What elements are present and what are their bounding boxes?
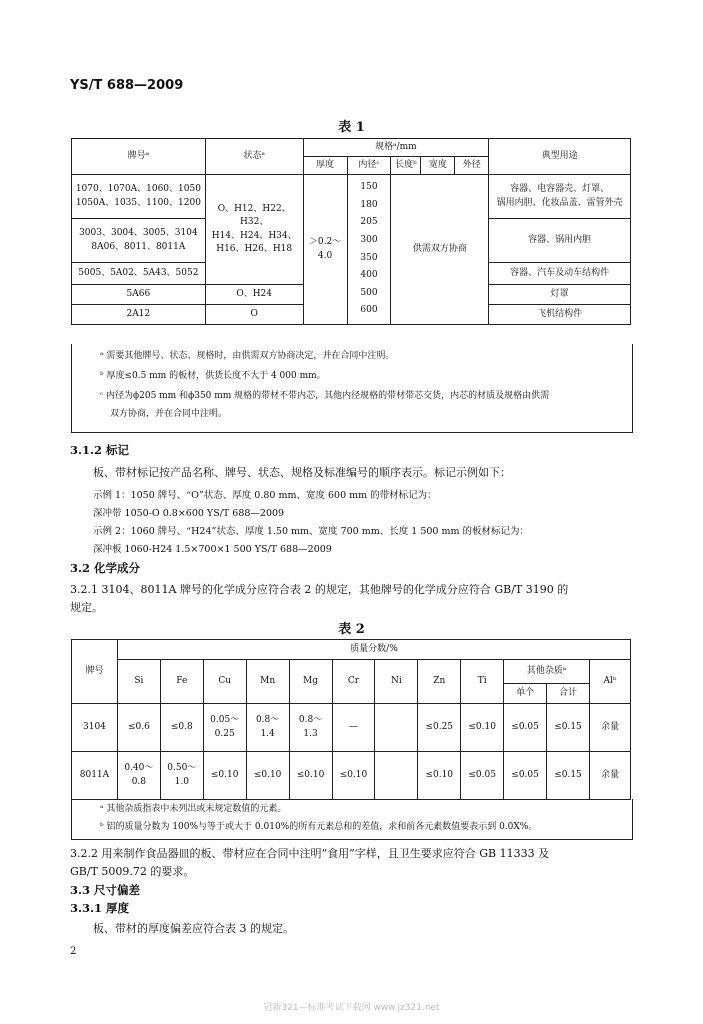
t1-temper-cell: O bbox=[205, 305, 303, 325]
example-1: 示例 1：1050 牌号、“O”状态、厚度 0.80 mm、宽度 600 mm 的带材标记为： bbox=[93, 490, 437, 501]
t2-mass-head: 质量分数/% bbox=[117, 640, 630, 660]
t2-el-head: Cu bbox=[203, 660, 246, 704]
t2-grade-cell: 8011A bbox=[72, 752, 118, 800]
t2-value-cell: ≤0.10 bbox=[289, 752, 332, 800]
t2-value-cell: 0.50～ 1.0 bbox=[160, 752, 203, 800]
t2-value-cell: ≤0.05 bbox=[504, 704, 547, 752]
t2-el-head: Fe bbox=[160, 660, 203, 704]
t2-el-head: Si bbox=[117, 660, 160, 704]
t1-spec-head: 规格ᵃ/mm bbox=[303, 139, 489, 157]
t1-grade-cell: 2A12 bbox=[72, 305, 206, 325]
example-2-mark: 深冲板 1060-H24 1.5×700×1 500 YS/T 688—2009 bbox=[93, 544, 332, 555]
section-3-2-1-paragraph-cont: 规定。 bbox=[70, 601, 103, 614]
watermark-footer: 冠新321—标准考试下载网 www.jz321.net bbox=[263, 1003, 440, 1013]
table1-note-a: ᵃ 需要其他牌号、状态、规格时，由供需双方协商决定，并在合同中注明。 bbox=[100, 351, 395, 361]
section-3-3-title: 3.3 尺寸偏差 bbox=[70, 883, 141, 897]
t2-value-cell: ≤0.6 bbox=[117, 704, 160, 752]
t1-merged-spec-cell: 供需双方协商 bbox=[391, 175, 489, 325]
t1-use-cell: 容器、电容器壳、灯罩、 锅用内胆、化妆品盖、雷管外壳 bbox=[489, 175, 631, 219]
t2-al-head: Alᵇ bbox=[589, 660, 630, 704]
t2-value-cell: 0.8～ 1.4 bbox=[246, 704, 289, 752]
table2-note-b: ᵇ 铝的质量分数为 100%与等于或大于 0.010%的所有元素总和的差值，求和前各元素数值要表示到 0.0X%。 bbox=[100, 822, 538, 832]
section-3-2-title: 3.2 化学成分 bbox=[70, 561, 141, 575]
t1-use-cell: 容器、汽车及动车结构件 bbox=[489, 263, 631, 285]
t2-el-head: Mn bbox=[246, 660, 289, 704]
t2-value-cell: 余量 bbox=[589, 752, 630, 800]
t2-value-cell: ≤0.10 bbox=[246, 752, 289, 800]
table1-note-c-cont: 双方协商，并在合同中注明。 bbox=[110, 409, 228, 419]
t2-value-cell: — bbox=[332, 704, 375, 752]
t2-value-cell: 0.40～ 0.8 bbox=[117, 752, 160, 800]
table2-caption: 表 2 bbox=[338, 622, 365, 637]
section-3-3-1-title: 3.3.1 厚度 bbox=[70, 901, 130, 915]
t1-grade-cell: 5A66 bbox=[72, 285, 206, 305]
t1-grade-head: 牌号ᵃ bbox=[72, 139, 206, 175]
table1 bbox=[71, 138, 631, 325]
t1-thickness-head: 厚度 bbox=[303, 157, 347, 175]
section-3-1-2-paragraph: 板、带材标记按产品名称、牌号、状态、规格及标准编号的顺序表示。标记示例如下： bbox=[93, 466, 511, 479]
t2-other-head: 其他杂质ᵃ bbox=[504, 660, 590, 684]
table2 bbox=[71, 639, 631, 800]
t2-value-cell: ≤0.25 bbox=[418, 704, 461, 752]
t2-value-cell bbox=[375, 752, 418, 800]
t2-value-cell: ≤0.05 bbox=[461, 752, 504, 800]
t2-value-cell: 0.8～ 1.3 bbox=[289, 704, 332, 752]
example-2: 示例 2：1060 牌号、“H24”状态、厚度 1.50 mm、宽度 700 mm、长度 1 500 mm 的板材标记为： bbox=[93, 526, 530, 537]
t2-value-cell: ≤0.15 bbox=[547, 704, 590, 752]
t1-inner-dia-cell: 150 180 205 300 350 400 500 600 bbox=[347, 175, 391, 325]
table1-notes bbox=[71, 344, 633, 433]
t1-temper-cell: O、H24 bbox=[205, 285, 303, 305]
t2-value-cell: ≤0.10 bbox=[332, 752, 375, 800]
t2-value-cell: ≤0.8 bbox=[160, 704, 203, 752]
example-1-mark: 深冲带 1050-O 0.8×600 YS/T 688—2009 bbox=[93, 508, 285, 519]
t1-temper-cell: O、H12、H22、H32、 H14、H24、H34、 H16、H26、H18 bbox=[205, 175, 303, 285]
t2-el-head: Ti bbox=[461, 660, 504, 704]
t1-thickness-cell: ＞0.2～ 4.0 bbox=[303, 175, 347, 325]
table1-note-c: ᶜ 内径为ϕ205 mm 和ϕ350 mm 规格的带材不带内芯，其他内径规格的带材带芯交货，内芯的材质及规格由供需 bbox=[100, 391, 550, 401]
t1-width-head: 宽度 bbox=[421, 157, 455, 175]
t2-value-cell: 0.05～ 0.25 bbox=[203, 704, 246, 752]
t2-grade-head: 牌号 bbox=[72, 640, 118, 704]
section-3-1-2-title: 3.1.2 标记 bbox=[70, 443, 130, 457]
t2-total-head: 合计 bbox=[547, 684, 590, 704]
t2-single-head: 单个 bbox=[504, 684, 547, 704]
t2-el-head: Ni bbox=[375, 660, 418, 704]
section-3-2-1-paragraph: 3.2.1 3104、8011A 牌号的化学成分应符合表 2 的规定，其他牌号的化学成分应符合 GB/T 3190 的 bbox=[70, 583, 569, 596]
t2-value-cell: ≤0.10 bbox=[461, 704, 504, 752]
t1-inner-dia-head: 内径ᶜ bbox=[347, 157, 391, 175]
section-3-3-1-paragraph: 板、带材的厚度偏差应符合表 3 的规定。 bbox=[93, 922, 294, 935]
t2-el-head: Mg bbox=[289, 660, 332, 704]
t1-outer-dia-head: 外径 bbox=[455, 157, 489, 175]
t2-value-cell bbox=[375, 704, 418, 752]
t1-temper-head: 状态ᵃ bbox=[205, 139, 303, 175]
t1-use-cell: 灯罩 bbox=[489, 285, 631, 305]
t1-grade-cell: 3003、3004、3005、3104 8A06、8011、8011A bbox=[72, 219, 206, 263]
section-3-2-2-paragraph-cont: GB/T 5009.72 的要求。 bbox=[70, 865, 195, 878]
t2-value-cell: ≤0.10 bbox=[203, 752, 246, 800]
page-number: 2 bbox=[70, 946, 77, 957]
t1-length-head: 长度ᵇ bbox=[391, 157, 421, 175]
t2-value-cell: ≤0.15 bbox=[547, 752, 590, 800]
standard-number-header: YS/T 688—2009 bbox=[70, 78, 184, 93]
t1-grade-cell: 1070、1070A、1060、1050 1050A、1035、1100、1200 bbox=[72, 175, 206, 219]
table1-caption: 表 1 bbox=[338, 120, 365, 135]
section-3-2-2-paragraph: 3.2.2 用来制作食品器皿的板、带材应在合同中注明“食用”字样，且卫生要求应符合 GB 11333 及 bbox=[70, 847, 550, 860]
t2-el-head: Zn bbox=[418, 660, 461, 704]
table2-note-a: ᵃ 其他杂质指表中未列出或未规定数值的元素。 bbox=[100, 804, 287, 814]
t1-use-head: 典型用途 bbox=[489, 139, 631, 175]
t2-value-cell: ≤0.10 bbox=[418, 752, 461, 800]
t1-grade-cell: 5005、5A02、5A43、5052 bbox=[72, 263, 206, 285]
t1-use-cell: 飞机结构件 bbox=[489, 305, 631, 325]
t2-el-head: Cr bbox=[332, 660, 375, 704]
t2-value-cell: 余量 bbox=[589, 704, 630, 752]
t2-grade-cell: 3104 bbox=[72, 704, 118, 752]
table1-note-b: ᵇ 厚度≤0.5 mm 的板材，供货长度不大于 4 000 mm。 bbox=[100, 371, 326, 381]
t2-value-cell: ≤0.05 bbox=[504, 752, 547, 800]
table2-notes bbox=[71, 799, 633, 840]
t1-use-cell: 容器、锅用内胆 bbox=[489, 219, 631, 263]
